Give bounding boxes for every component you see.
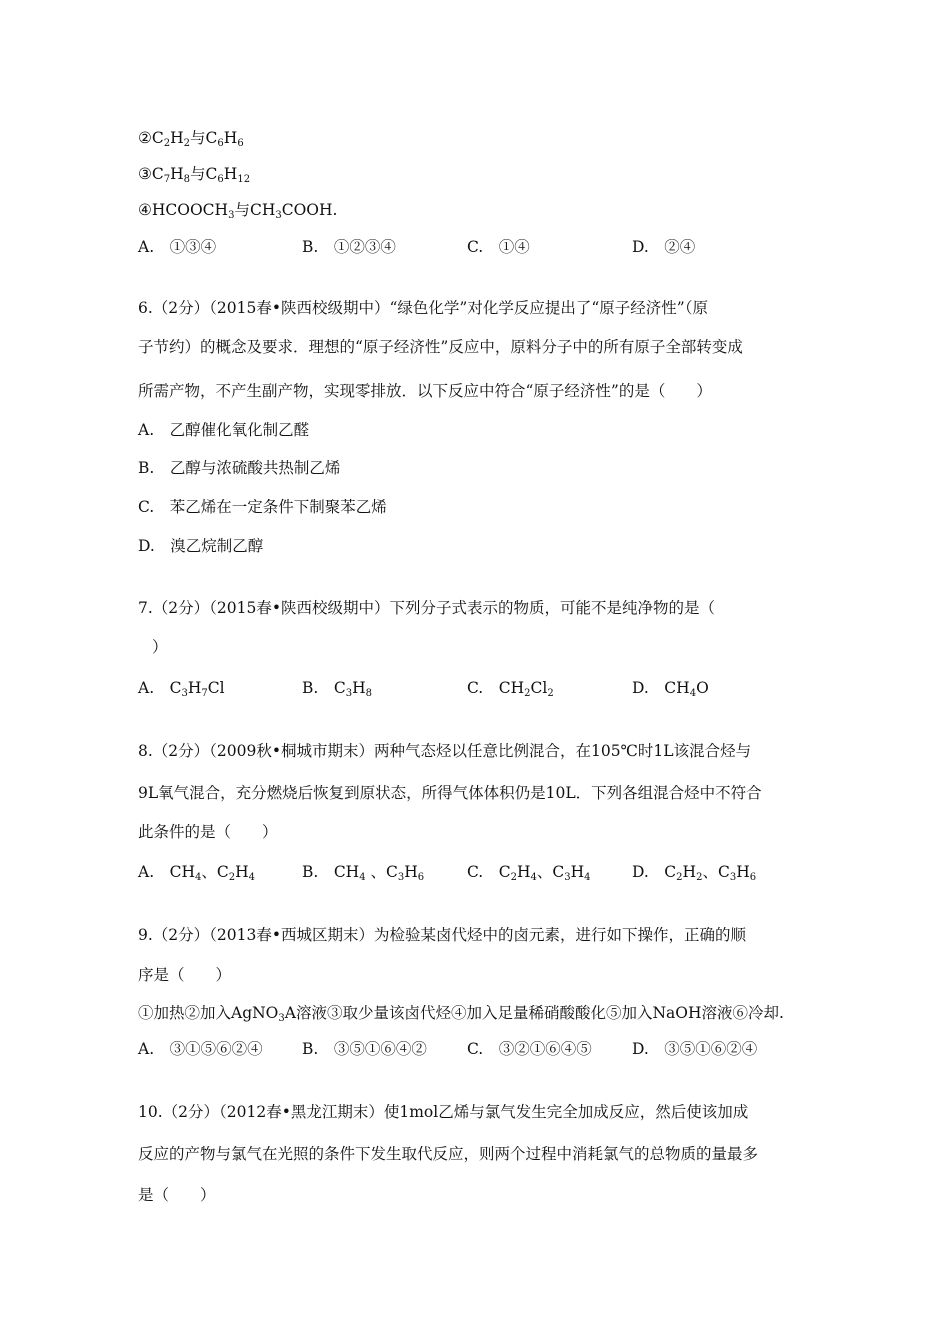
q6-option-a: A. 乙醇催化氧化制乙醛 bbox=[138, 421, 310, 439]
q6-stem-line-1: 6.（2分）（2015春•陕西校级期中）“绿色化学”对化学反应提出了“原子经济性”（原 bbox=[138, 299, 708, 317]
q9-option-c: C. ③②①⑥④⑤ bbox=[467, 1040, 592, 1058]
q10-stem-line-1: 10.（2分）（2012春•黑龙江期末）使1mol乙烯与氯气发生完全加成反应，然后使该加成 bbox=[138, 1103, 749, 1121]
q10-stem-line-2: 反应的产物与氯气在光照的条件下发生取代反应，则两个过程中消耗氯气的总物质的量最多 bbox=[138, 1145, 759, 1163]
q6-stem-line-3: 所需产物，不产生副产物，实现零排放．以下反应中符合“原子经济性”的是（ ） bbox=[138, 382, 712, 400]
q7-option-d: D. $CH_4O$ bbox=[632, 679, 709, 699]
q5-option-a: A. ①③④ bbox=[138, 238, 217, 256]
q7-stem-line-2: ） bbox=[152, 638, 168, 656]
q8-option-a: A. $CH_4$、$C_2H_4$ bbox=[138, 863, 256, 883]
q9-stem-line-1: 9.（2分）（2013春•西城区期末）为检验某卤代烃中的卤元素，进行如下操作，正确的顺 bbox=[138, 926, 746, 944]
q5-item-4: $④HCOOCH_3$与$CH_3COOH$. bbox=[138, 201, 338, 221]
q8-stem-line-1: 8.（2分）（2009秋•桐城市期末）两种气态烃以任意比例混合，在105℃时1L该混合烃与 bbox=[138, 742, 752, 760]
q5-item-2: $②C_2H_2$与$C_6H_6$ bbox=[138, 129, 244, 149]
q9-option-b: B. ③⑤①⑥④② bbox=[302, 1040, 427, 1058]
q5-option-c: C. ①④ bbox=[467, 238, 530, 256]
q9-stem-line-2: 序是（ ） bbox=[138, 966, 232, 984]
q6-option-d: D. 溴乙烷制乙醇 bbox=[138, 537, 264, 555]
q9-stem-line-3: ①加热②加入AgNO$_3$A溶液③取少量该卤代烃④加入足量稀硝酸酸化⑤加入NaOH溶液⑥冷却. bbox=[138, 1004, 784, 1024]
q8-option-c: C. $C_2H_4$、$C_3H_4$ bbox=[467, 863, 591, 883]
q5-option-b: B. ①②③④ bbox=[302, 238, 396, 256]
q8-option-b: B. $CH_4$ 、$C_3H_6$ bbox=[302, 863, 425, 883]
q6-option-c: C. 苯乙烯在一定条件下制聚苯乙烯 bbox=[138, 498, 387, 516]
q6-option-b: B. 乙醇与浓硫酸共热制乙烯 bbox=[138, 459, 341, 477]
q8-stem-line-2: 9L氧气混合，充分燃烧后恢复到原状态，所得气体体积仍是10L．下列各组混合烃中不符合 bbox=[138, 784, 762, 802]
q10-stem-line-3: 是（ ） bbox=[138, 1186, 216, 1204]
q9-option-a: A. ③①⑤⑥②④ bbox=[138, 1040, 263, 1058]
q9-option-d: D. ③⑤①⑥②④ bbox=[632, 1040, 758, 1058]
q7-option-b: B. $C_3H_8$ bbox=[302, 679, 372, 699]
q6-stem-line-2: 子节约）的概念及要求．理想的“原子经济性”反应中，原料分子中的所有原子全部转变成 bbox=[138, 338, 743, 356]
q7-option-c: C. $CH_2Cl_2$ bbox=[467, 679, 554, 699]
q8-stem-line-3: 此条件的是（ ） bbox=[138, 823, 278, 841]
q5-item-3: $③C_7H_8$与$C_6H_{12}$ bbox=[138, 165, 251, 185]
q7-stem-line-1: 7.（2分）（2015春•陕西校级期中）下列分子式表示的物质，可能不是纯净物的是（ bbox=[138, 599, 715, 617]
q8-option-d: D. $C_2H_2$、$C_3H_6$ bbox=[632, 863, 757, 883]
q7-option-a: A. $C_3H_7Cl$ bbox=[138, 679, 225, 699]
q5-option-d: D. ②④ bbox=[632, 238, 696, 256]
